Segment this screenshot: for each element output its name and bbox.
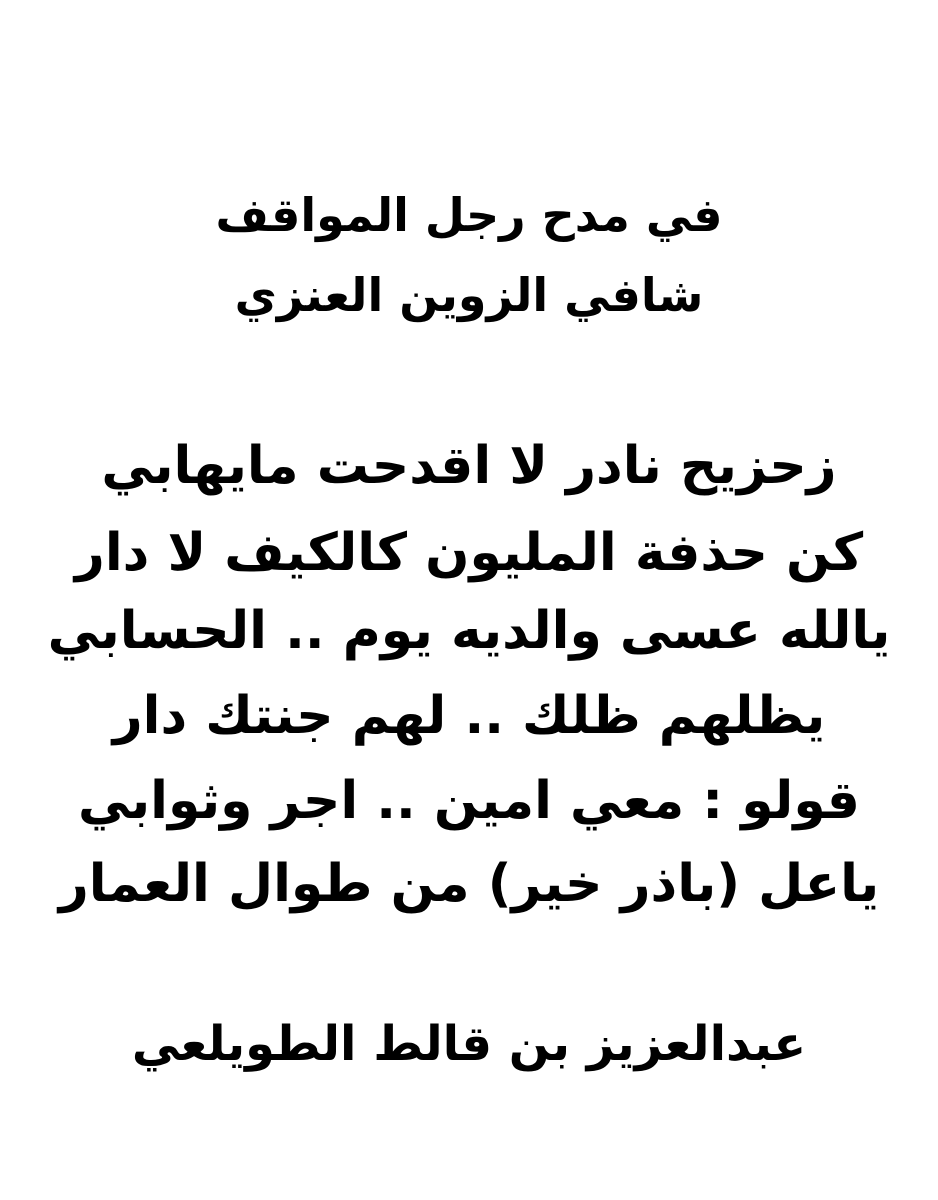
poem-verse-line: قولو : معي امين .. اجر وثوابي (78, 771, 860, 831)
poem-title: في مدح رجل المواقف (215, 188, 723, 242)
poem-verse-line: يالله عسى والديه يوم .. الحسابي (47, 601, 891, 661)
poem-verse-line: كن حذفة المليون كالكيف لا دار (74, 523, 864, 583)
poem-author: عبدالعزيز بن قالط الطويلعي (131, 1016, 807, 1072)
poem-verse-line: زحزيح نادر لا اقدحت مايهابي (101, 436, 837, 496)
poem-dedicatee: شافي الزوين العنزي (234, 268, 704, 322)
poem-verse-line: ياعل (باذر خير) من طوال العمار (58, 854, 880, 914)
poem-verse-line: يظلهم ظلك .. لهم جنتك دار (112, 686, 826, 746)
